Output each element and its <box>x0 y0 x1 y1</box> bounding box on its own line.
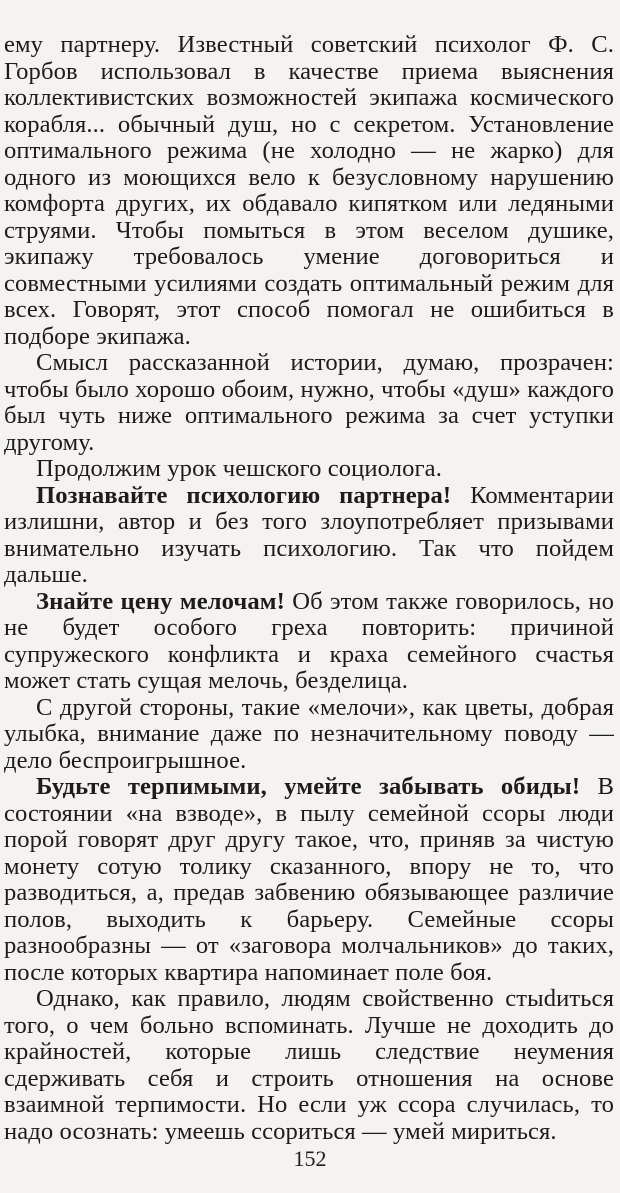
paragraph-6 <box>4 695 614 775</box>
paragraph-lead: Познавайте психологию партнера! <box>36 481 452 509</box>
paragraph-3 <box>4 456 614 483</box>
paragraph-1 <box>4 32 614 350</box>
paragraph-text: Смысл рассказанной истории, думаю, прозрачен: чтобы было хорошо обоим, нужно, чтобы «душ» каждого был чуть ниже оптимального режима за счет уступки другому. <box>4 349 614 456</box>
paragraph-4 <box>4 483 614 589</box>
text-column <box>4 32 614 1145</box>
paragraph-8 <box>4 986 614 1145</box>
paragraph-2 <box>4 350 614 456</box>
paragraph-text: С другой стороны, такие «мелочи», как цветы, добрая улыбка, внимание даже по незначительному поводу — дело беспроигрышное. <box>4 693 614 774</box>
paragraph-text: Комментарии излишни, автор и без того злоупотребляет призывами внимательно изучать психологию. Так что пойдем дальше. <box>4 481 614 588</box>
paragraph-text: В состоянии «на взводе», в пылу семейной ссоры люди порой говорят друг другу такое, что, приняв за чистую монету сотую толику сказанного, впору не то, что разводиться, а, предав забвению обязывающее различие полов, выходить к барьеру. Семейные ссоры разнообразны — от «заговора молчальников» до таких, после которых квартира напоминает поле боя. <box>4 773 614 986</box>
paragraph-7 <box>4 774 614 986</box>
page-number: 152 <box>293 1146 327 1171</box>
paragraph-text: ему партнеру. Известный советский психолог Ф. С. Горбов использовал в качестве приема выяснения коллективистских возможностей экипажа космического корабля... обычный душ, но с секретом. Установление оптимального режима (не холодно — не жарко) для одного из моющихся вело к безусловному нарушению комфорта других, их обдавало кипятком или ледяными струями. Чтобы помыться в этом веселом душике, экипажу требовалось умение договориться и совместными усилиями создать оптимальный режим для всех. Говорят, этот способ помогал не ошибиться в подборе экипажа. <box>4 31 614 350</box>
paragraph-5 <box>4 589 614 695</box>
paragraph-lead: Знайте цену мелочам! <box>36 587 285 615</box>
paragraph-text: Об этом также говорилось, но не будет особого греха повторить: причиной супружеского конфликта и краха семейного счастья может стать сущая мелочь, безделица. <box>4 587 614 694</box>
paragraph-text: Продолжим урок чешского социолога. <box>36 455 442 482</box>
paragraph-lead: Будьте терпимыми, умейте забывать обиды! <box>36 773 581 800</box>
paragraph-text: Однако, как правило, людям свойственно стыdиться того, о чем больно вспоминать. Лучше не доходить до крайностей, которые лишь следствие неумения сдерживать себя и строить отношения на основе взаимной терпимости. Но если уж ссора случилась, то надо осознать: умеешь ссориться — умей мириться. <box>4 985 614 1145</box>
